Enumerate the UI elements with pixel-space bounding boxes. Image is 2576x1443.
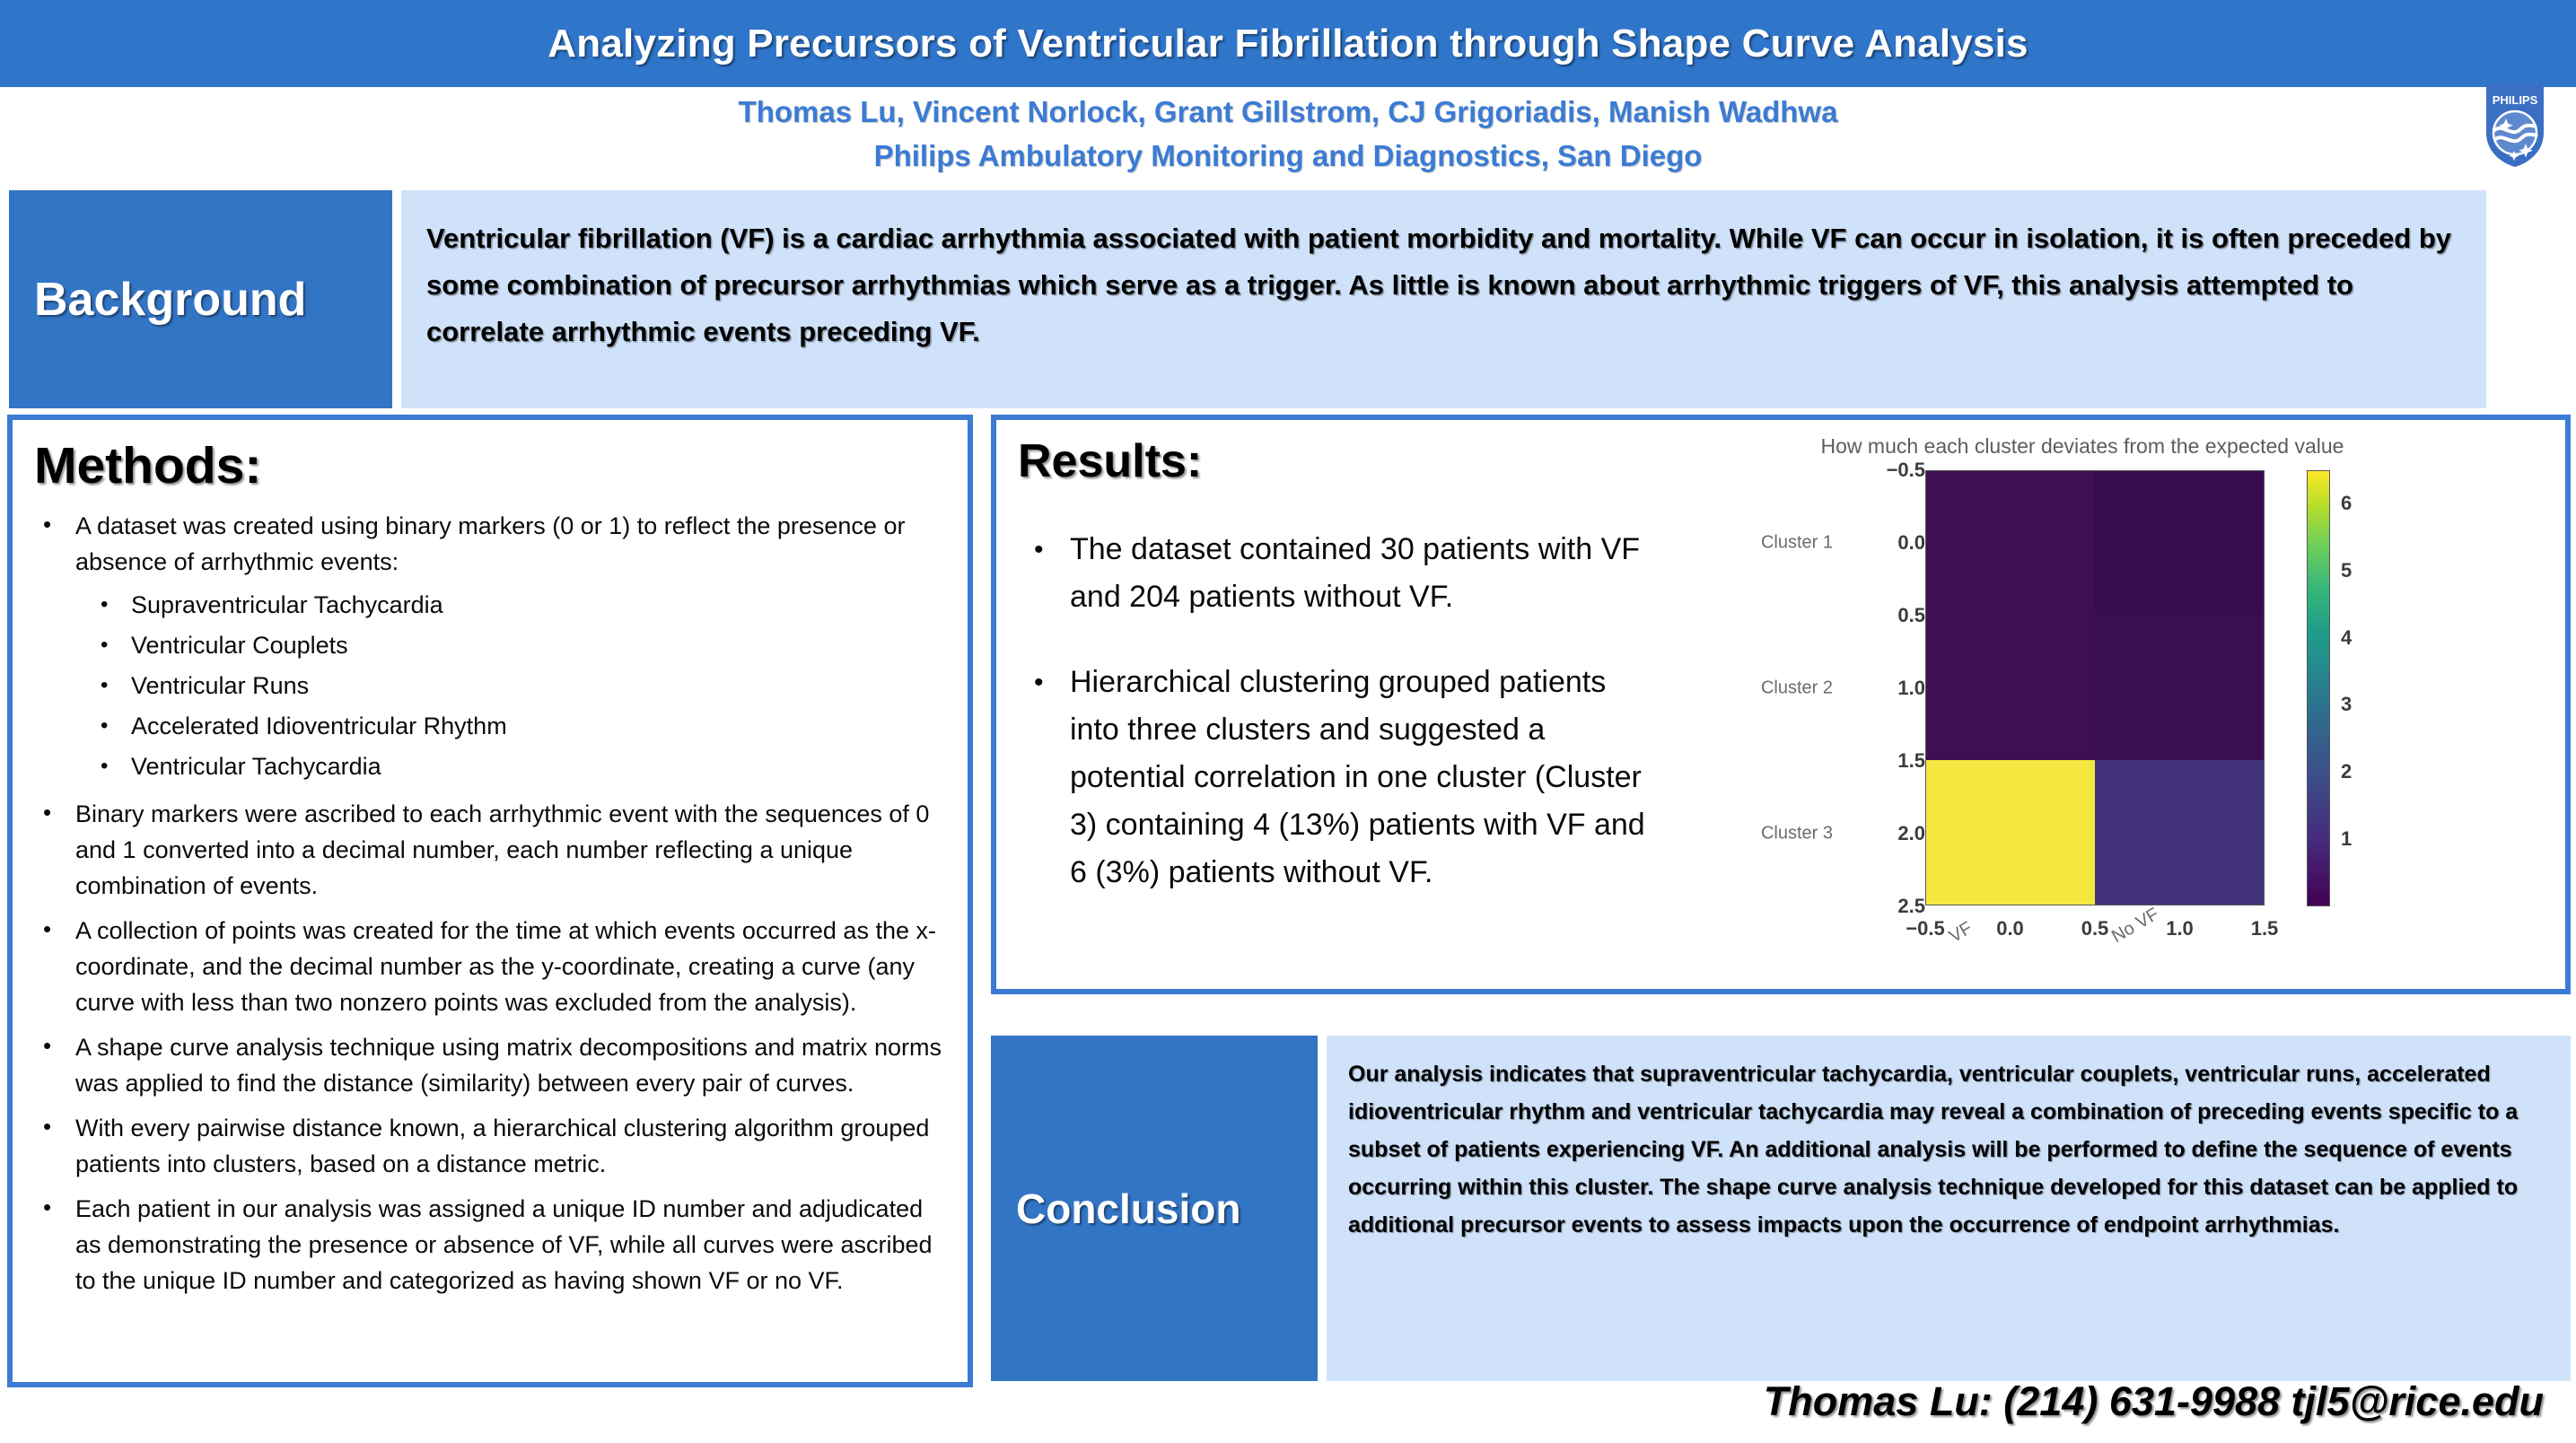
colorbar: [2307, 470, 2330, 906]
x-axis-ticks: [1906, 904, 2279, 948]
results-bullet-list: [1018, 526, 1646, 896]
background-section: [9, 190, 2486, 408]
cluster-category-labels: [1678, 470, 1833, 906]
authors-block: [0, 90, 2576, 183]
methods-sub-list: [75, 585, 944, 787]
y-tick: 2.0: [1897, 821, 1925, 844]
x-category-vf: VF: [1945, 918, 1976, 948]
heatmap-cell: [1926, 471, 2095, 616]
heatmap-cell: [2095, 471, 2264, 616]
page-title: Analyzing Precursors of Ventricular Fibrillation through Shape Curve Analysis: [548, 21, 2028, 66]
results-text-column: [1018, 526, 1646, 934]
conclusion-heading-panel: [991, 1036, 1318, 1381]
list-item: • Ventricular Tachycardia: [75, 747, 944, 787]
y-tick: 0.0: [1897, 531, 1925, 555]
colorbar-tick: 1: [2341, 827, 2353, 851]
background-heading: Background: [34, 273, 307, 326]
conclusion-section: [991, 1036, 2571, 1381]
list-item: • The dataset contained 30 patients with VF and 204 patients without VF.: [1018, 526, 1646, 621]
contact-info: Thomas Lu: (214) 631-9988 tjl5@rice.edu: [1763, 1378, 2544, 1424]
heatmap-cell: [2095, 760, 2264, 905]
heatmap-grid: [1925, 470, 2265, 905]
list-item: [29, 508, 944, 787]
author-list: Thomas Lu, Vincent Norlock, Grant Gillstrom, CJ Grigoriadis, Manish Wadhwa: [738, 95, 1838, 128]
list-item: • Ventricular Runs: [75, 666, 944, 706]
conclusion-body-panel: [1327, 1036, 2571, 1381]
list-item: • A collection of points was created for the time at which events occurred as the x-coordinate, and the decimal number as the y-coordinate, creating a curve (any curve with less than two nonzero points was excluded from the analysis).: [29, 913, 944, 1020]
methods-section: [7, 415, 973, 1387]
conclusion-heading: Conclusion: [1016, 1185, 1241, 1232]
methods-bullet-list: [29, 508, 944, 1299]
y-tick: −0.5: [1886, 459, 1925, 481]
list-item: • A shape curve analysis technique using matrix decompositions and matrix norms was applied to find the distance (similarity) between every pair of curves.: [29, 1029, 944, 1101]
list-item: • Hierarchical clustering grouped patients into three clusters and suggested a potential correlation in one cluster (Cluster 3) containing 4 (13%) patients with VF and 6 (3%) patients without VF.: [1018, 659, 1646, 896]
y-tick: 2.5: [1897, 895, 1925, 917]
colorbar-tick: 5: [2341, 559, 2353, 582]
results-section: [991, 415, 2571, 994]
heatmap-cell: [1926, 760, 2095, 905]
list-item: • Accelerated Idioventricular Rhythm: [75, 706, 944, 747]
background-text: Ventricular fibrillation (VF) is a cardiac arrhythmia associated with patient morbidity and mortality. While VF can occur in isolation, it is often preceded by some combination of precursor arrhythmias which serve as a trigger. As little is known about arrhythmic triggers of VF, this analysis attempted to correlate arrhythmic events preceding VF.: [426, 223, 2452, 347]
heatmap-cell: [2095, 616, 2264, 760]
affiliation: Philips Ambulatory Monitoring and Diagnostics, San Diego: [873, 139, 1703, 172]
y-tick: 1.5: [1897, 749, 1925, 773]
colorbar-tick: 2: [2341, 760, 2353, 783]
x-tick: 1.0: [2166, 917, 2194, 940]
background-body-panel: [401, 190, 2486, 408]
conclusion-text: Our analysis indicates that supraventricular tachycardia, ventricular couplets, ventricular runs, accelerated idioventricular rhythm and ventricular tachycardia may reveal a combination of preceding events specific to a subset of patients experiencing VF. An additional analysis will be performed to define the sequence of events occurring within this cluster. The shape curve analysis technique developed for this dataset can be applied to additional precursor events to assess impacts upon the occurrence of endpoint arrhythmias.: [1348, 1062, 2519, 1237]
cluster-deviation-heatmap: [1678, 425, 2567, 991]
chart-title: How much each cluster deviates from the expected value: [1820, 434, 2344, 458]
x-category-no-vf: No VF: [2108, 904, 2163, 948]
y-tick: 1.0: [1897, 677, 1925, 699]
list-item: • Supraventricular Tachycardia: [75, 585, 944, 625]
x-tick: −0.5: [1906, 917, 1945, 940]
methods-heading: Methods:: [34, 437, 262, 494]
list-item: • Ventricular Couplets: [75, 625, 944, 666]
heatmap-cell: [1926, 616, 2095, 760]
colorbar-tick: 3: [2341, 693, 2353, 716]
colorbar-tick: 4: [2341, 626, 2353, 650]
heatmap-plot-area: [1925, 470, 2265, 905]
list-item: • Binary markers were ascribed to each arrhythmic event with the sequences of 0 and 1 converted into a decimal number, each number reflecting a unique combination of events.: [29, 796, 944, 904]
philips-logo: [2481, 81, 2549, 171]
x-tick: 0.5: [2081, 917, 2109, 940]
cluster-label-2: Cluster 2: [1760, 678, 1833, 698]
results-heading: Results:: [1018, 435, 1203, 487]
colorbar-tick: 6: [2341, 492, 2353, 515]
x-tick: 1.5: [2250, 917, 2279, 940]
background-heading-panel: [9, 190, 392, 408]
cluster-label-1: Cluster 1: [1760, 532, 1833, 553]
methods-bullet-text: A dataset was created using binary markers (0 or 1) to reflect the presence or absence of arrhythmic events:: [75, 512, 906, 575]
list-item: • With every pairwise distance known, a hierarchical clustering algorithm grouped patients into clusters, based on a distance metric.: [29, 1110, 944, 1182]
cluster-label-3: Cluster 3: [1760, 823, 1833, 844]
x-tick: 0.0: [1996, 917, 2024, 940]
y-axis-ticks: [1840, 459, 1925, 917]
y-tick: 0.5: [1897, 603, 1925, 626]
list-item: • Each patient in our analysis was assigned a unique ID number and adjudicated as demonstrating the presence or absence of VF, while all curves were ascribed to the unique ID number and categorized as having shown VF or no VF.: [29, 1191, 944, 1299]
title-bar: [0, 0, 2576, 87]
svg-text:PHILIPS: PHILIPS: [2492, 93, 2538, 107]
colorbar-ticks: [2330, 470, 2393, 906]
